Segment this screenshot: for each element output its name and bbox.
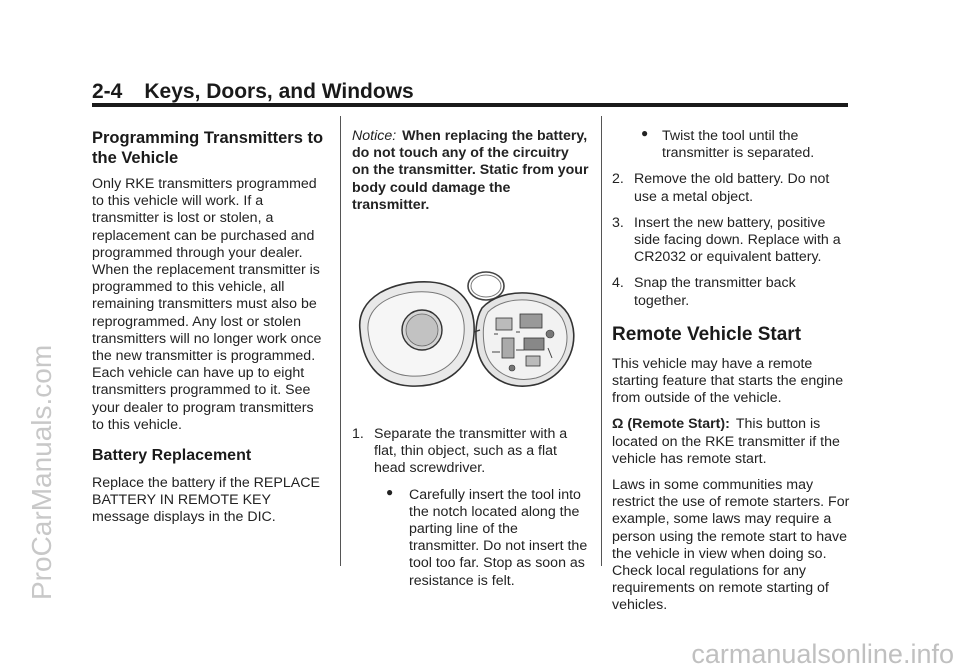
step-text: Insert the new battery, positive side facing down. Replace with a CR2032 or equivalent battery.: [634, 214, 841, 266]
keyring-inner: [471, 275, 501, 297]
notice-label: Notice:: [352, 128, 397, 144]
chip-icon: [524, 338, 544, 350]
paragraph-remote-start-laws: Laws in some communities may restrict the use of remote starters. For example, some laws may require a person using the remote start to have the vehicle in view when doing so. Check local regulations for any requirements on remote starting of vehicles.: [612, 477, 850, 614]
page-header: [92, 80, 414, 104]
battery-inner: [406, 314, 438, 346]
heading-remote-vehicle-start: Remote Vehicle Start: [612, 323, 802, 345]
step-number: 1.: [352, 426, 364, 442]
heading-battery-replacement: Battery Replacement: [92, 447, 252, 465]
chip-icon: [526, 356, 540, 366]
notice: [352, 128, 590, 214]
step-3: [612, 215, 850, 267]
chip-icon: [502, 338, 514, 358]
header-rule: [92, 103, 848, 107]
step-2: [612, 171, 850, 205]
page-number: 2-4: [92, 80, 123, 103]
watermark-left: ProCarManuals.com: [26, 344, 57, 600]
section-title: Keys, Doors, and Windows: [144, 80, 414, 103]
column-1: [92, 128, 328, 536]
remote-start-label: (Remote Start):: [627, 416, 730, 433]
column-divider-1: [340, 116, 341, 566]
chip-icon: [496, 318, 512, 330]
step-number: 3.: [612, 214, 624, 231]
step-list-1: [352, 426, 590, 478]
column-2: [352, 128, 590, 223]
step-number: 2.: [612, 171, 624, 188]
bullet-dot-icon: ●: [641, 126, 649, 140]
notice-text: When replacing the battery, do not touch any of the circuitry on the transmitter. Static from your body could damage the transmitter.: [352, 128, 589, 213]
step-4: [612, 275, 850, 309]
component-icon: [509, 365, 515, 371]
step-number: 4.: [612, 275, 624, 292]
column-3: [612, 128, 850, 624]
paragraph-remote-start-intro: This vehicle may have a remote starting feature that starts the engine from outside of the vehicle.: [612, 355, 844, 407]
keyring-icon: [468, 272, 504, 300]
paragraph-remote-start-button: [612, 416, 850, 468]
watermark-bottom: carmanualsonline.info: [691, 639, 954, 669]
bullet-twist-tool: [612, 128, 850, 162]
bullet-dot-icon: ●: [386, 484, 394, 499]
step-text: Separate the transmitter with a flat, thin object, such as a flat head screwdriver.: [374, 426, 568, 477]
step-text: Snap the transmitter back together.: [634, 275, 796, 309]
step-text: Remove the old battery. Do not use a metal object.: [634, 171, 830, 205]
bullet-insert-tool: [352, 484, 590, 590]
heading-programming: Programming Transmitters to the Vehicle: [92, 129, 324, 167]
component-icon: [546, 330, 554, 338]
bullet-text: Carefully insert the tool into the notch located along the parting line of the transmitter. Do not insert the tool too far. Stop as soon as resistance is felt.: [409, 486, 588, 589]
transmitter-illustration: [352, 268, 582, 396]
remote-start-icon: Ω: [612, 416, 624, 433]
paragraph-programming: Only RKE transmitters programmed to this vehicle will work. If a transmitter is lost or stolen, a replacement can be purchased and programmed through your dealer. When the replacement transmitter is programmed to this vehicle, all remaining transmitters must also be reprogrammed. Any lost or stolen transmitters will no longer work once the new transmitter is programmed. Each vehicle can have up to eight transmitters programmed to it. See your dealer to program transmitters to this vehicle.: [92, 176, 322, 433]
column-2-steps: [352, 426, 590, 599]
step-1: [352, 426, 590, 478]
paragraph-battery: Replace the battery if the REPLACE BATTERY IN REMOTE KEY message displays in the DIC.: [92, 475, 320, 526]
remote-start-text: This button is located on the RKE transmitter if the vehicle has remote start.: [612, 416, 840, 467]
column-divider-2: [601, 116, 602, 566]
step-list-2: [612, 171, 850, 309]
bullet-text: Twist the tool until the transmitter is separated.: [662, 128, 815, 162]
chip-icon: [520, 314, 542, 328]
